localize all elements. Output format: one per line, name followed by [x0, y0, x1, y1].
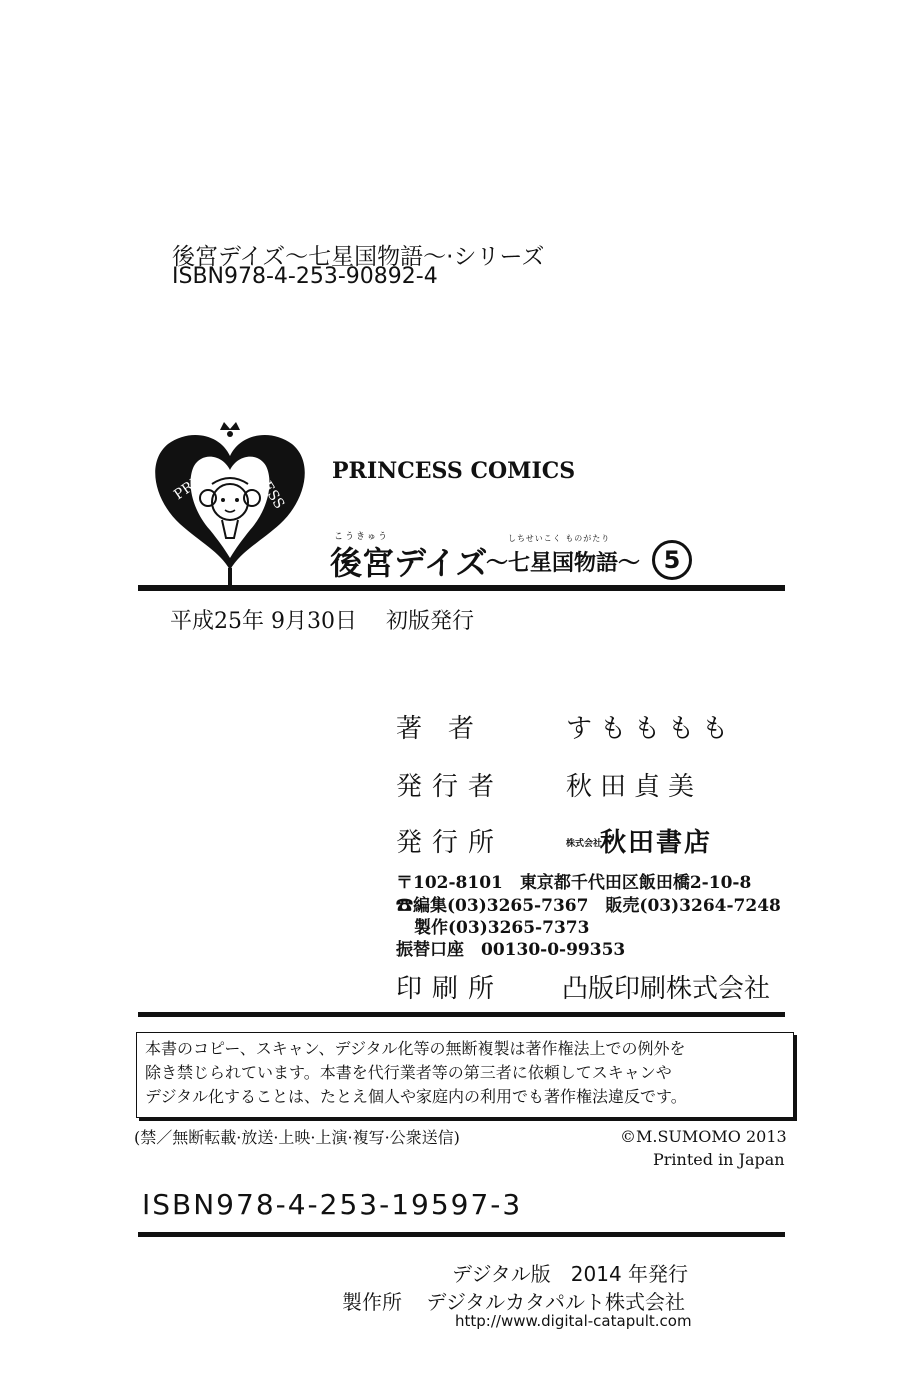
kabushiki-mark: 株式会社 [566, 839, 603, 849]
printer-label: 印刷所 [396, 974, 505, 1004]
book-subtitle: 〜七星国物語〜 [486, 551, 641, 576]
isbn: ISBN978-4-253-19597-3 [142, 1188, 523, 1221]
digital-producer: デジタルカタパルト株式会社 [426, 1290, 685, 1314]
credit-label-office: 発行所 [396, 828, 505, 858]
printed-in: Printed in Japan [653, 1150, 785, 1169]
edition-line [170, 604, 474, 635]
heart-logo-icon [150, 420, 310, 600]
top-rule [138, 585, 785, 591]
credit-label-publisher: 発行者 [396, 772, 505, 802]
copy-notice [136, 1032, 794, 1118]
subtitle-ruby: しちせいこく ものがたり [508, 534, 611, 543]
bottom-rule [138, 1232, 785, 1237]
address-editorial: ☎編集(03)3265-7367 販売(03)3264-7248 [396, 896, 781, 916]
notice-line: 本書のコピー、スキャン、デジタル化等の無断複製は著作権法上での例外を [145, 1039, 686, 1058]
credit-value-office [566, 822, 712, 859]
book-title: 後宮デイズ [330, 544, 488, 582]
digital-edition: デジタル版 2014 年発行 [452, 1262, 689, 1286]
publisher-company: 秋田書店 [600, 828, 713, 858]
credit-value-publisher: 秋田貞美 [566, 772, 703, 802]
edition-date: 平成25年 9月30日 [170, 609, 357, 634]
volume-badge: 5 [652, 540, 692, 580]
notice-line: デジタル化することは、たとえ個人や家庭内の利用でも著作権法違反です。 [145, 1087, 687, 1106]
copyright: ©M.SUMOMO 2013 [620, 1127, 787, 1146]
digital-producer-line [342, 1286, 685, 1315]
credit-value-author: すもももも [566, 714, 737, 744]
address-production: 製作(03)3265-7373 [414, 918, 590, 938]
notice-line: 除き禁じられています。本書を代行業者等の第三者に依頼してスキャンや [145, 1063, 672, 1082]
series-isbn: ISBN978-4-253-90892-4 [172, 264, 438, 289]
title-ruby: こうきゅう [334, 532, 390, 542]
prohibition-note: (禁／無断転載·放送·上映·上演·複写·公衆送信) [134, 1128, 460, 1147]
logo-text-right: CESS [252, 469, 288, 512]
edition-label: 初版発行 [385, 609, 474, 634]
digital-url: http://www.digital-catapult.com [455, 1312, 692, 1330]
princess-logo [150, 420, 310, 600]
address-postal: 〒102-8101 東京都千代田区飯田橋2-10-8 [396, 873, 752, 893]
label-name: PRINCESS COMICS [332, 458, 576, 484]
credit-label-author: 著者 [396, 714, 501, 744]
series-title: 後宮デイズ〜七星国物語〜·シリーズ [172, 244, 545, 270]
digital-producer-label: 製作所 [342, 1290, 402, 1314]
logo-text-left: PRIN [171, 468, 212, 504]
middle-rule [138, 1012, 785, 1017]
address-transfer: 振替口座 00130-0-99353 [396, 940, 626, 960]
printer-value: 凸版印刷株式会社 [562, 974, 771, 1004]
